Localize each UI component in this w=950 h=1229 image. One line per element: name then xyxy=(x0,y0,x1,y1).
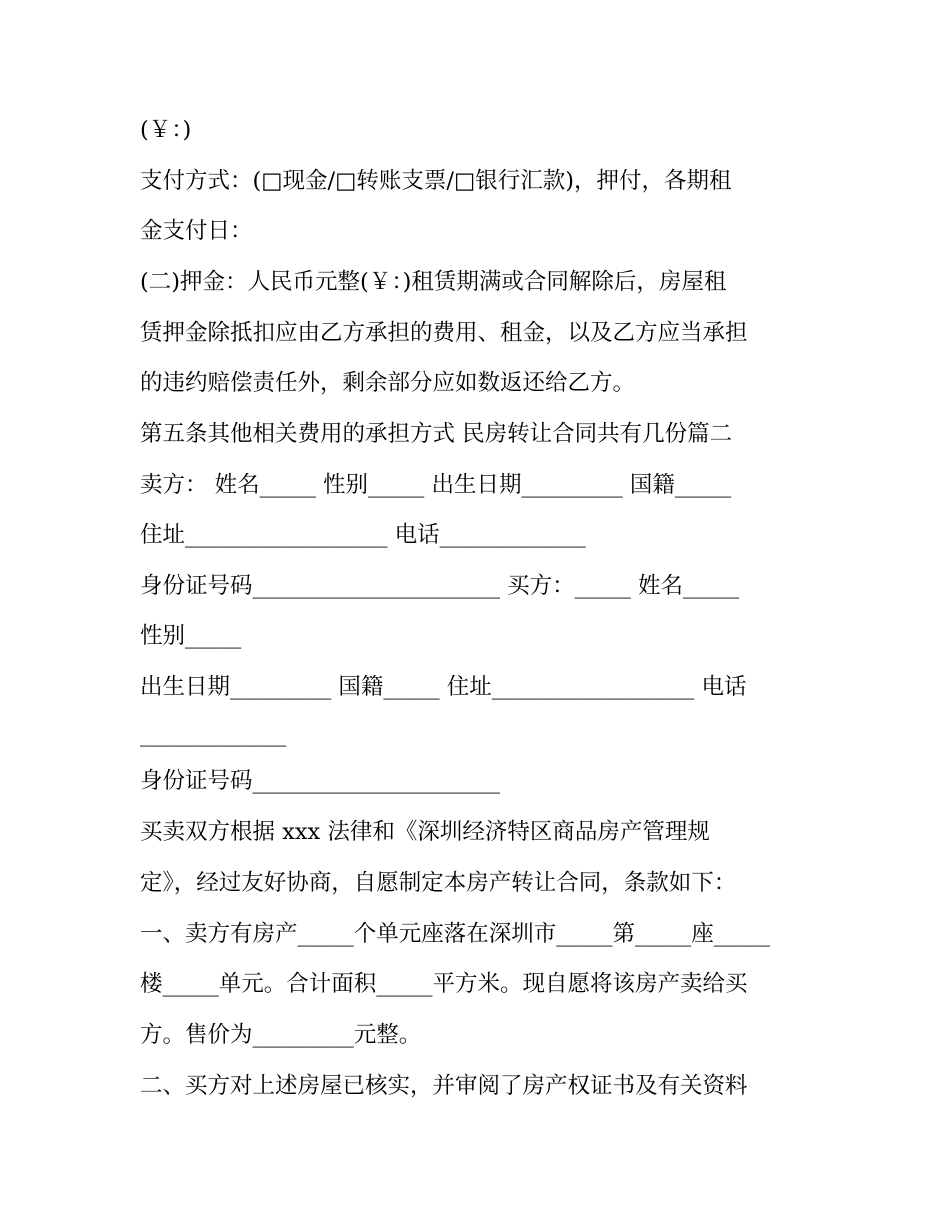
text-line: 出生日期_________ 国籍_____ 住址__________________ 电话 xyxy=(140,674,747,700)
text-line: (二)押金：人民币元整(￥：)租赁期满或合同解除后，房屋租 xyxy=(140,269,727,295)
text-line: 买卖双方根据 xxx 法律和《深圳经济特区商品房产管理规 xyxy=(140,819,710,845)
text-line: 金支付日： xyxy=(140,218,253,244)
text-line: 支付方式：(□现金/□转账支票/□银行汇款)，押付，各期租 xyxy=(140,168,732,194)
text-line: 第五条其他相关费用的承担方式 民房转让合同共有几份篇二 xyxy=(140,421,733,447)
text-line: 身份证号码______________________ xyxy=(140,768,501,794)
text-line: 二、买方对上述房屋已核实，并审阅了房产权证书及有关资料 xyxy=(140,1073,748,1099)
text-line: (￥：) xyxy=(140,117,192,143)
text-line: 身份证号码______________________ 买方：_____ 姓名_____ xyxy=(140,573,740,599)
text-line: 的违约赔偿责任外，剩余部分应如数返还给乙方。 xyxy=(140,370,636,396)
text-line: 赁押金除抵扣应由乙方承担的费用、租金，以及乙方应当承担 xyxy=(140,320,748,346)
text-line: 定》，经过友好协商，自愿制定本房产转让合同，条款如下： xyxy=(140,870,737,896)
text-line: 一、卖方有房产_____个单元座落在深圳市_____第_____座_____ xyxy=(140,921,771,947)
text-line: 卖方： 姓名_____ 性别_____ 出生日期_________ 国籍_____ xyxy=(140,472,732,498)
text-line: 楼_____单元。合计面积_____平方米。现自愿将该房产卖给买 xyxy=(140,971,748,997)
text-line: 住址__________________ 电话_____________ xyxy=(140,522,586,548)
text-line: 性别_____ xyxy=(140,623,242,649)
text-line: _____________ xyxy=(140,721,287,747)
text-line: 方。售价为_________元整。 xyxy=(140,1022,422,1048)
